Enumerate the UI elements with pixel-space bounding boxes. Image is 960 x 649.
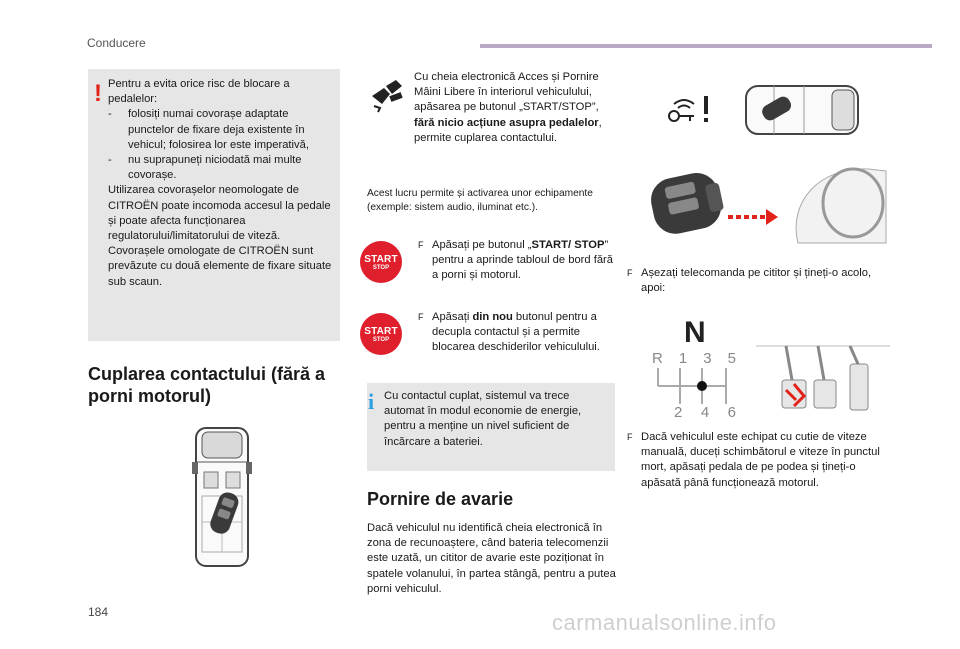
pornire-text: Dacă vehiculul nu identifică cheia electronică în zona de recunoaștere, când bateria telecomenzii este uzată, un cititor de avarie este poziționat în spatele volanului, în partea stângă, pentru a putea porni vehiculul. — [367, 522, 616, 595]
step-manual-gearbox: F Dacă vehiculul este echipat cu cutie de viteze manuală, duceți schimbătorul e viteze în punctul mort, apăsați pedala de pe podea și țineți-o apăsată până funcționează motorul. — [627, 430, 893, 491]
gear-shift-pattern — [652, 366, 736, 406]
section-label: Conducere — [87, 36, 146, 50]
col2-intro: Cu cheia electronică Acces și Pornire Mâini Libere în interiorul vehiculului, apăsarea pe butonul „START/STOP”, fără nicio acțiune asupra pedalelor, permite cuplarea contactului. — [414, 71, 602, 144]
gear-top-row: R 1 3 5 — [652, 350, 736, 367]
start-stop-button-icon: START STOP — [360, 313, 402, 355]
start-stop-button-icon: START STOP — [360, 241, 402, 283]
key-warning-icon — [664, 92, 724, 126]
warning-line: pedalelor: — [108, 93, 158, 106]
warning-bullet: - nu suprapuneți niciodată mai multe covorașe. — [108, 154, 302, 182]
bullet-icon: F — [418, 240, 424, 250]
info-text: Cu contactul cuplat, sistemul va trece automat în modul economie de energie, pentru a menține un nivel suficient de încărcare a bateriei. — [384, 390, 582, 448]
key-hand-icon — [368, 74, 408, 114]
warning-bullet: - folosiți numai covorașe adaptate punctelor de fixare deja existente în vehicul; folosirea lor este imperativă, — [108, 108, 309, 151]
step-stop: F Apăsați din nou butonul pentru a decupla contactul și a permite blocarea deschiderilor vehiculului. — [418, 310, 616, 356]
equipment-note: Acest lucru permite și activarea unor echipamente (exemple: sistem audio, iluminat etc.). — [367, 188, 593, 213]
bullet-icon: F — [627, 268, 633, 278]
step-start: F Apăsați pe butonul „START/ STOP” pentru a aprinde tabloul de bord fără a porni și motorul. — [418, 238, 616, 284]
watermark: carmanualsonline.info — [552, 610, 777, 635]
heading-pornire: Pornire de avarie — [367, 489, 514, 509]
van-key-illustration — [744, 80, 864, 140]
page-number: 184 — [88, 605, 109, 619]
heading-cuplare: Cuplarea contactului (fără a porni motorul) — [88, 364, 326, 406]
bullet-icon: F — [418, 312, 424, 322]
gear-n-label: N — [684, 316, 706, 349]
gear-bottom-row: 2 4 6 — [674, 404, 736, 421]
pedals-illustration — [756, 344, 890, 416]
warning-icon: ! — [94, 80, 102, 107]
info-icon: i — [368, 389, 375, 414]
header-bar — [480, 44, 932, 48]
warning-tail: Utilizarea covorașelor neomologate de CITROËN poate incomoda accesul la pedale și poate afecta funcționarea regulatorului/limitatorului de viteză. Covorașele omologate de CITROËN sunt prevăzute cu două elemente de fixare situate sub scaun. — [108, 184, 332, 288]
bullet-icon: F — [627, 432, 633, 442]
steering-wheel-reader-illustration — [648, 163, 888, 245]
van-top-view-illustration — [190, 422, 254, 570]
warning-line: Pentru a evita orice risc de blocare a — [108, 78, 290, 90]
step-reader: F Așezați telecomanda pe cititor și țineți-o acolo, apoi: — [627, 266, 887, 296]
warning-text — [108, 77, 336, 290]
